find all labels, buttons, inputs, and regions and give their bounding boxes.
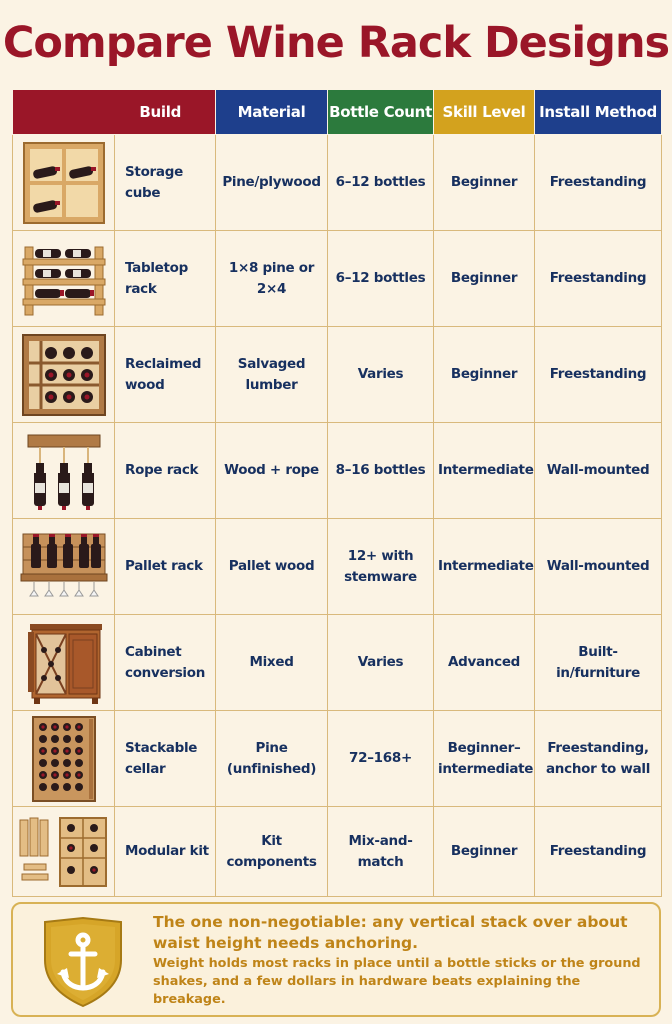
row-image-cell [13, 615, 115, 711]
row-image-cell [13, 231, 115, 327]
row-image-cell [13, 327, 115, 423]
cell-build: Modular kit [115, 807, 216, 897]
modular-kit-icon [18, 814, 110, 890]
cell-skill-level: Intermediate [434, 423, 535, 519]
cell-material: Mixed [216, 615, 328, 711]
cell-material: Pallet wood [216, 519, 328, 615]
table-row [13, 423, 662, 519]
cell-bottle-count: Mix-and-match [328, 807, 434, 897]
cell-build: Tabletop rack [115, 231, 216, 327]
header-build: Build [13, 90, 216, 135]
cell-bottle-count: 6–12 bottles [328, 135, 434, 231]
cell-skill-level: Beginner [434, 807, 535, 897]
table-row [13, 135, 662, 231]
reclaimed-wood-rack-icon [21, 333, 107, 417]
cell-skill-level: Beginner [434, 327, 535, 423]
table-row [13, 327, 662, 423]
anchoring-callout [11, 902, 661, 1017]
cell-skill-level: Advanced [434, 615, 535, 711]
table-row [13, 615, 662, 711]
cell-bottle-count: 12+ with stemware [328, 519, 434, 615]
anchor-shield-icon [41, 916, 125, 1008]
callout-body: Weight holds most racks in place until a bottle sticks or the ground shakes, and a few dollars in hardware beats explaining the breakage. [153, 956, 641, 1007]
cell-bottle-count: 6–12 bottles [328, 231, 434, 327]
header-install-method: Install Method [535, 90, 662, 135]
cell-install-method: Freestanding [535, 327, 662, 423]
table-row [13, 231, 662, 327]
header-skill-level: Skill Level [434, 90, 535, 135]
storage-cube-rack-icon [21, 140, 107, 226]
cell-bottle-count: 72–168+ [328, 711, 434, 807]
row-image-cell [13, 423, 115, 519]
cabinet-icon [22, 620, 106, 706]
cell-material: Wood + rope [216, 423, 328, 519]
stackable-cellar-icon [29, 715, 99, 803]
cell-skill-level: Beginner–intermediate [434, 711, 535, 807]
cell-material: Pine/plywood [216, 135, 328, 231]
cell-bottle-count: 8–16 bottles [328, 423, 434, 519]
cell-build: Stackable cellar [115, 711, 216, 807]
cell-material: 1×8 pine or 2×4 [216, 231, 328, 327]
cell-skill-level: Intermediate [434, 519, 535, 615]
table-row [13, 807, 662, 897]
cell-material: Pine (unfinished) [216, 711, 328, 807]
row-image-cell [13, 711, 115, 807]
row-image-cell [13, 519, 115, 615]
cell-material: Salvaged lumber [216, 327, 328, 423]
cell-install-method: Wall-mounted [535, 423, 662, 519]
header-material: Material [216, 90, 328, 135]
cell-bottle-count: Varies [328, 615, 434, 711]
cell-build: Reclaimed wood [115, 327, 216, 423]
row-image-cell [13, 807, 115, 897]
callout-heading: The one non-negotiable: any vertical stack over about waist height needs anchoring. [153, 913, 628, 952]
cell-build: Pallet rack [115, 519, 216, 615]
cell-install-method: Freestanding [535, 807, 662, 897]
cell-install-method: Freestanding [535, 135, 662, 231]
page-title: Compare Wine Rack Designs [2, 18, 670, 68]
row-image-cell [13, 135, 115, 231]
header-bottle-count: Bottle Count [328, 90, 434, 135]
table-row [13, 711, 662, 807]
cell-install-method: Built-in/furniture [535, 615, 662, 711]
cell-material: Kit components [216, 807, 328, 897]
tabletop-rack-icon [19, 239, 109, 319]
pallet-rack-icon [19, 530, 109, 604]
comparison-table [12, 89, 662, 897]
cell-skill-level: Beginner [434, 135, 535, 231]
cell-build: Cabinet conversion [115, 615, 216, 711]
header-row [13, 90, 662, 135]
table-row [13, 519, 662, 615]
cell-install-method: Freestanding, anchor to wall [535, 711, 662, 807]
rope-rack-icon [24, 429, 104, 513]
cell-bottle-count: Varies [328, 327, 434, 423]
cell-install-method: Freestanding [535, 231, 662, 327]
cell-skill-level: Beginner [434, 231, 535, 327]
cell-build: Storage cube [115, 135, 216, 231]
cell-install-method: Wall-mounted [535, 519, 662, 615]
cell-build: Rope rack [115, 423, 216, 519]
